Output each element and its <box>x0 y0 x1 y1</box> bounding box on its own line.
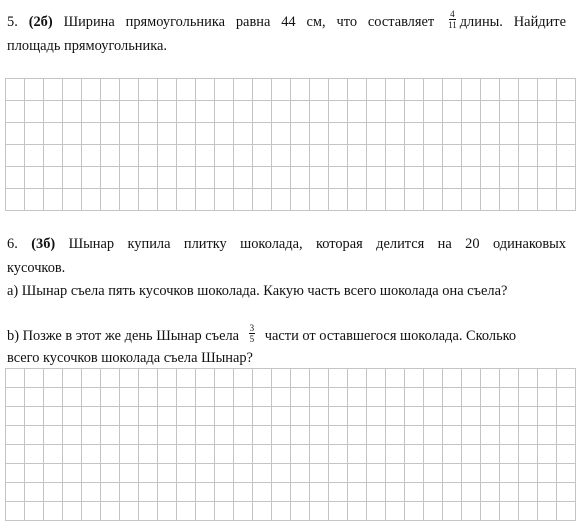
task6-part-b-fraction <box>249 323 256 344</box>
task6-line1-text: Шынар купила плитку шоколада, которая делится на 20 одинаковых <box>68 236 566 252</box>
task5-points: (2б) <box>28 13 53 30</box>
task6-part-b-line1 <box>7 323 566 347</box>
answer-grid-task6[interactable] <box>5 368 576 521</box>
task5-line2: площадь прямоугольника. <box>7 38 167 54</box>
task5-text-after-fraction: длины. Найдите <box>459 13 566 30</box>
task6-part-b-after-fraction: части от оставшегося шоколада. Сколько <box>264 327 517 344</box>
task6-part-b-fraction-denominator: 5 <box>249 334 255 344</box>
task6-line1 <box>7 235 566 253</box>
task6-part-b-line2: всего кусочков шоколада съела Шынар? <box>7 350 253 366</box>
task6-part-a: a) Шынар съела пять кусочков шоколада. Какую часть всего шоколада она съела? <box>7 283 508 299</box>
task6-part-b-before-fraction: b) Позже в этот же день Шынар съела <box>7 327 240 344</box>
task5-fraction-numerator: 4 <box>450 9 455 19</box>
task5-text-before-fraction: Ширина прямоугольника равна 44 см, что составляет <box>63 13 435 30</box>
task5-number: 5. <box>7 13 18 30</box>
task5-fraction <box>447 9 458 30</box>
task6-points: (3б) <box>31 236 56 252</box>
task5-fraction-denominator: 11 <box>448 20 457 30</box>
task5-line1 <box>7 9 566 33</box>
task6-line2: кусочков. <box>7 260 66 276</box>
task6-part-b-fraction-numerator: 3 <box>249 323 255 333</box>
task6-number: 6. <box>7 236 18 252</box>
answer-grid-task5[interactable] <box>5 78 576 211</box>
